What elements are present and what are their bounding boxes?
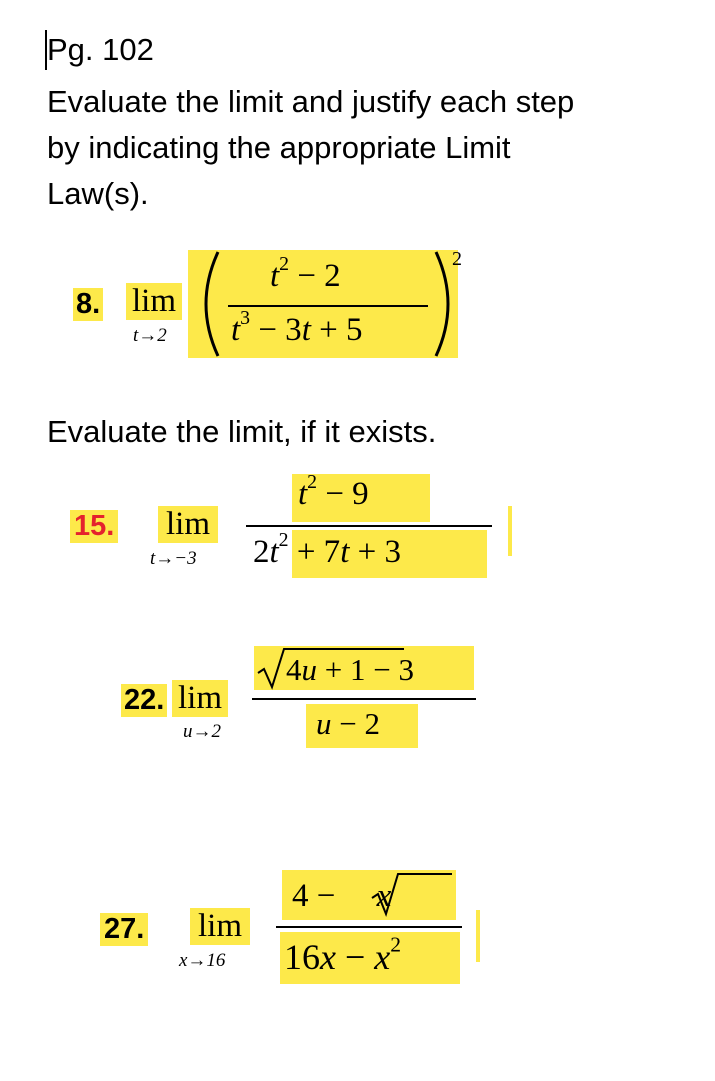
lim-label: lim xyxy=(190,908,250,945)
problem-number: 22. xyxy=(121,684,167,717)
page-label: Pg. 102 xyxy=(47,32,154,67)
lim-approach: t→−3 xyxy=(150,548,197,569)
lim-approach: t→2 xyxy=(133,325,167,346)
fraction-bar xyxy=(228,305,428,307)
highlight-caret xyxy=(476,910,480,962)
lim-approach: x→16 xyxy=(179,950,226,971)
denominator: $t^3 - 3t + 5$ xyxy=(231,307,363,348)
lim-label: lim xyxy=(172,680,228,717)
numerator: 4u + 1 − 3 xyxy=(286,652,414,687)
right-paren xyxy=(428,248,468,360)
instruction-line-3: Law(s). xyxy=(47,176,149,211)
problem-number: 15. xyxy=(70,510,118,543)
numerator: $t^2 - 2$ xyxy=(270,253,341,294)
highlight-caret xyxy=(508,506,512,556)
denominator: $2t^2 + 7t + 3$ xyxy=(253,529,401,570)
problem-number: 27. xyxy=(100,913,148,946)
numerator: 4 − x xyxy=(292,878,392,914)
instruction-line-1: Evaluate the limit and justify each step xyxy=(47,84,575,119)
outer-exponent: 2 xyxy=(452,248,462,270)
fraction-bar xyxy=(246,525,492,527)
denominator: $16x - x^2$ xyxy=(284,932,402,977)
numerator: $t^2 - 9$ xyxy=(298,471,369,512)
instruction-line-2: by indicating the appropriate Limit xyxy=(47,130,511,165)
lim-approach: u→2 xyxy=(183,721,221,742)
left-paren xyxy=(188,248,228,360)
fraction-bar xyxy=(276,926,462,928)
fraction-bar xyxy=(252,698,476,700)
denominator: u − 2 xyxy=(316,706,380,741)
lim-label: lim xyxy=(126,283,182,320)
problem-number: 8. xyxy=(73,288,103,321)
lim-label: lim xyxy=(158,506,218,543)
instruction-2: Evaluate the limit, if it exists. xyxy=(47,414,437,449)
